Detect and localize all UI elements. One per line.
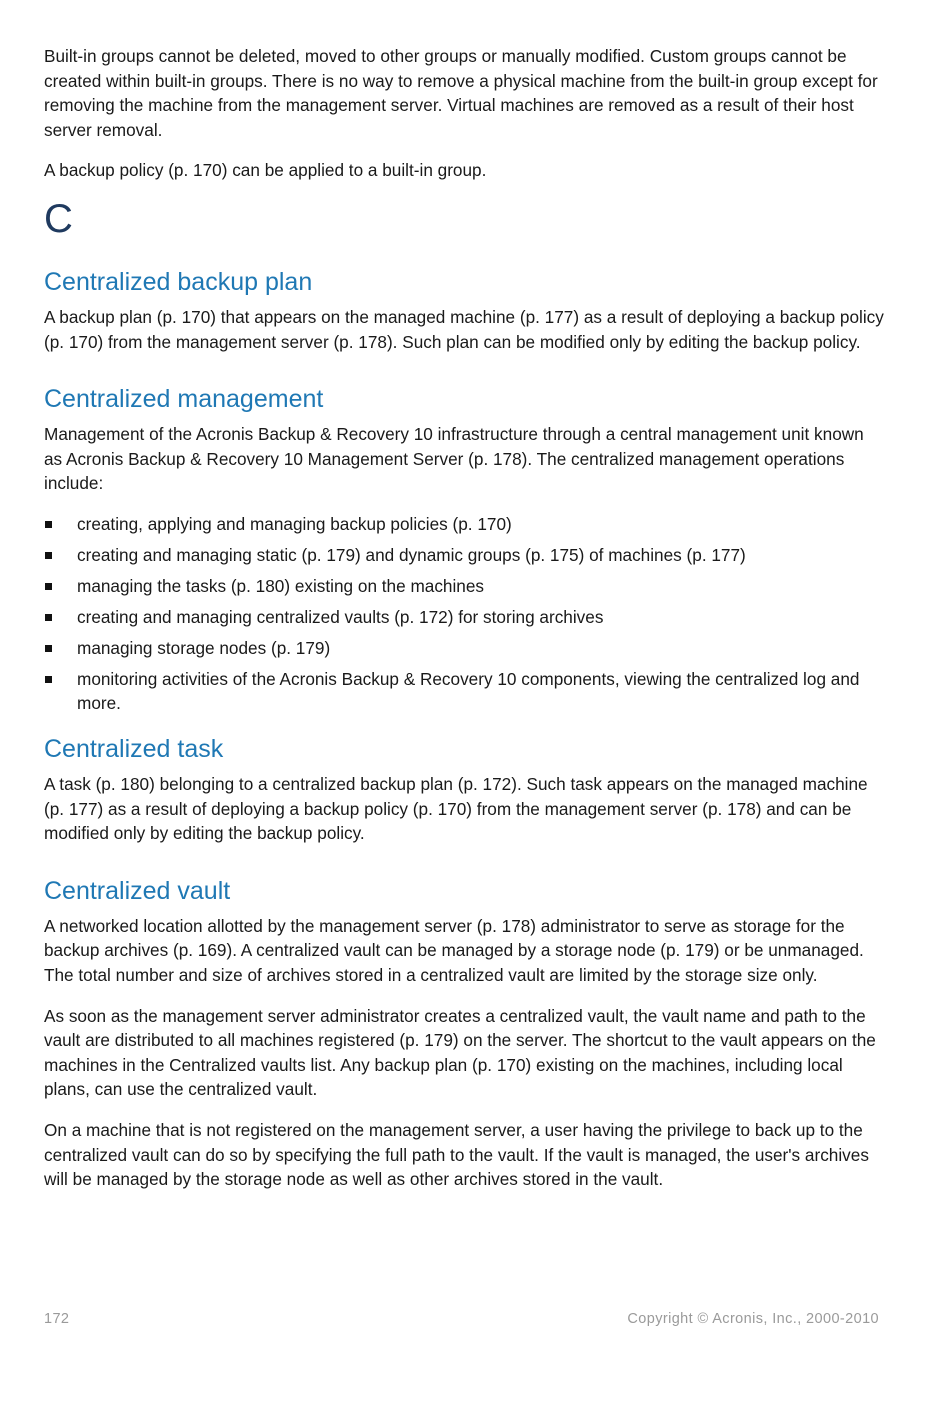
list-item: managing storage nodes (p. 179) bbox=[44, 636, 884, 661]
list-item: creating and managing static (p. 179) and dynamic groups (p. 175) of machines (p. 177) bbox=[44, 543, 884, 568]
page-footer bbox=[44, 1311, 879, 1327]
task-paragraph: A task (p. 180) belonging to a centralized backup plan (p. 172). Such task appears on the managed machine (p. 177) as a result of deploying a backup policy (p. 170) from the management server (p. 178) and can be modified only by editing the backup policy. bbox=[44, 774, 868, 844]
square-bullet-icon bbox=[45, 552, 52, 559]
heading-centralized-vault: Centralized vault bbox=[44, 876, 231, 905]
square-bullet-icon bbox=[45, 614, 52, 621]
copyright-notice: Copyright © Acronis, Inc., 2000-2010 bbox=[627, 1311, 879, 1327]
list-item: managing the tasks (p. 180) existing on the machines bbox=[44, 574, 884, 599]
list-item: creating and managing centralized vaults (p. 172) for storing archives bbox=[44, 605, 884, 630]
backup-plan-paragraph: A backup plan (p. 170) that appears on the managed machine (p. 177) as a result of deploying a backup policy (p. 170) from the management server (p. 178). Such plan can be modified only by editing the backup policy. bbox=[44, 306, 884, 352]
management-bullet-list bbox=[44, 512, 884, 716]
page-number: 172 bbox=[44, 1311, 70, 1327]
heading-centralized-task: Centralized task bbox=[44, 735, 224, 764]
section-letter: C bbox=[44, 196, 73, 241]
vault-paragraph-2: As soon as the management server administrator creates a centralized vault, the vault name and path to the vault are distributed to all machines registered (p. 179) on the server. The shortcut to the vault appears on the machines in the Centralized vaults list. Any backup plan (p. 170) existing on the machines, including local plans, can use the centralized vault. bbox=[44, 1005, 876, 1100]
heading-centralized-management: Centralized management bbox=[44, 385, 324, 414]
square-bullet-icon bbox=[45, 645, 52, 652]
list-item: monitoring activities of the Acronis Backup & Recovery 10 components, viewing the centralized log and more. bbox=[44, 667, 884, 716]
document-page bbox=[44, 44, 884, 1208]
intro-paragraph-2: A backup policy (p. 170) can be applied to a built-in group. bbox=[44, 160, 487, 181]
intro-paragraph-1: Built-in groups cannot be deleted, moved to other groups or manually modified. Custom groups cannot be created within built-in groups. There is no way to remove a physical machine from the built-in group except for removing the machine from the management server. Virtual machines are removed as a result of their host server removal. bbox=[44, 46, 878, 140]
vault-paragraph-3: On a machine that is not registered on the management server, a user having the privilege to back up to the centralized vault can do so by specifying the full path to the vault. If the vault is managed, the user's archives will be managed by the storage node as well as other archives stored in the vault. bbox=[44, 1119, 869, 1190]
list-item: creating, applying and managing backup policies (p. 170) bbox=[44, 512, 884, 537]
management-paragraph: Management of the Acronis Backup & Recovery 10 infrastructure through a central management unit known as Acronis Backup & Recovery 10 Management Server (p. 178). The centralized management operations include: bbox=[44, 424, 864, 494]
vault-paragraph-1: A networked location allotted by the management server (p. 178) administrator to serve as storage for the backup archives (p. 169). A centralized vault can be managed by a storage node (p. 179) or be unmanaged. The total number and size of archives stored in a centralized vault are limited by the storage size only. bbox=[44, 915, 864, 986]
square-bullet-icon bbox=[45, 676, 52, 683]
square-bullet-icon bbox=[45, 583, 52, 590]
square-bullet-icon bbox=[45, 521, 52, 528]
heading-centralized-backup-plan: Centralized backup plan bbox=[44, 267, 313, 296]
